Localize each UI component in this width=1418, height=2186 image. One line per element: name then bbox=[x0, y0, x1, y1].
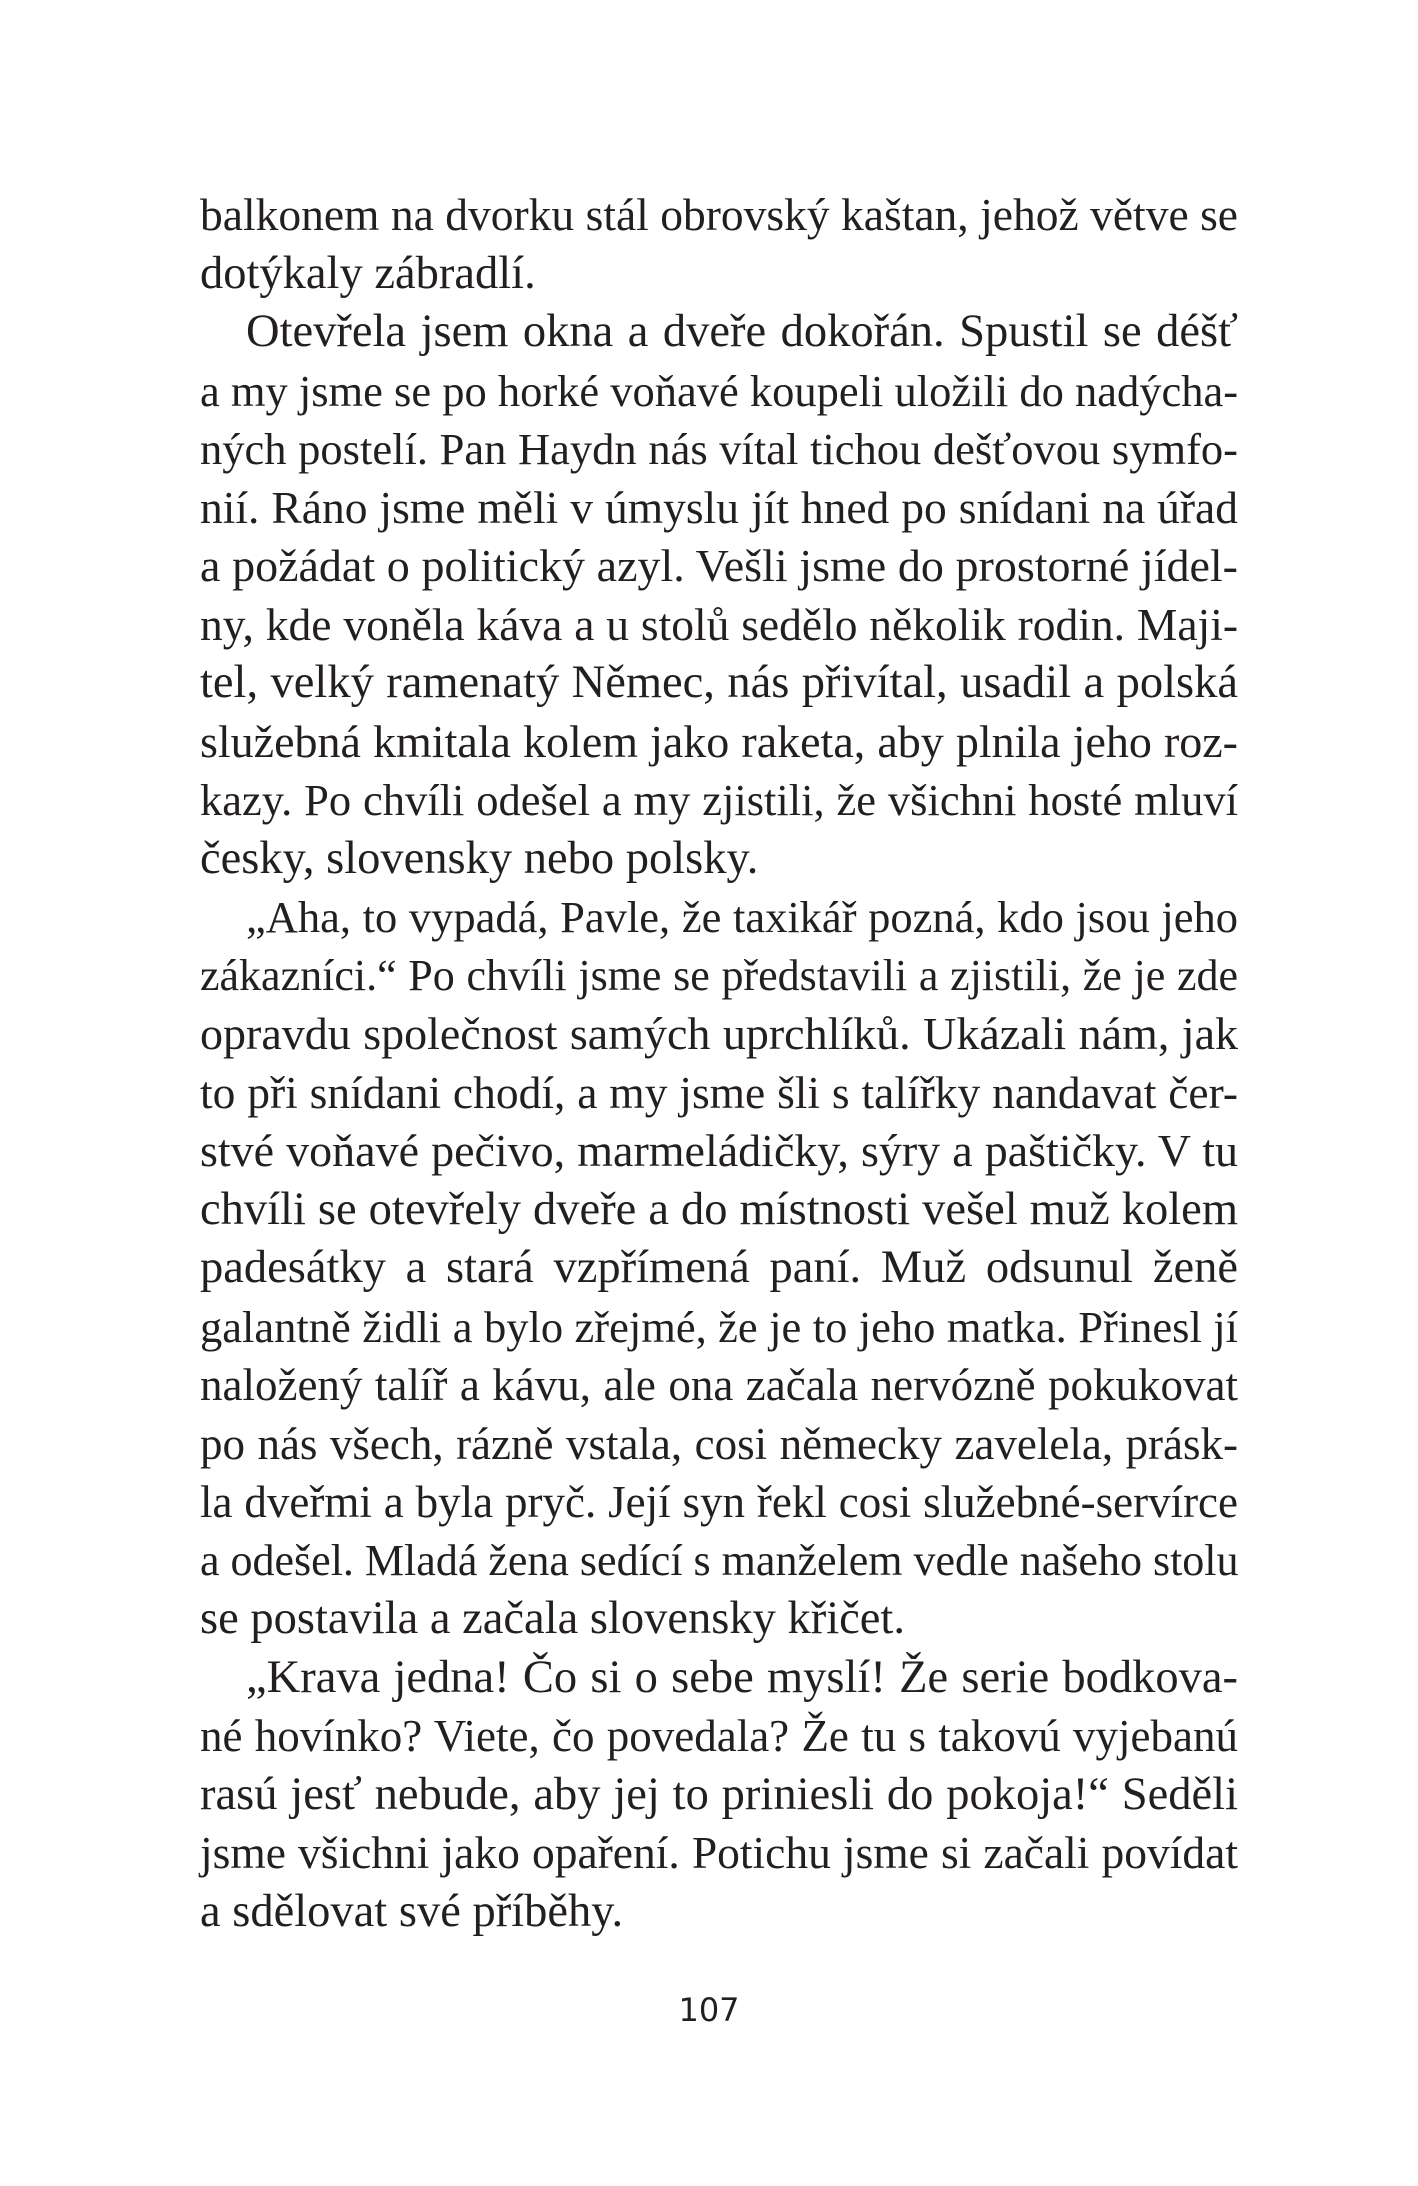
text-line: zákazníci.“ Po chvíli jsme se představili a zjistili, že je zde bbox=[200, 950, 1238, 1000]
text-line: stvé voňavé pečivo, marmeládičky, sýry a paštičky. V tu bbox=[200, 1125, 1238, 1176]
text-line: a odešel. Mladá žena sedící s manželem vedle našeho stolu bbox=[200, 1535, 1239, 1585]
text-line: la dveřmi a byla pryč. Její syn řekl cosi služebné-servírce bbox=[200, 1477, 1238, 1527]
text-line: padesátky a stará vzpřímená paní. Muž odsunul ženě bbox=[200, 1242, 1238, 1293]
text-line: balkonem na dvorku stál obrovský kaštan, jehož větve se bbox=[200, 189, 1238, 240]
text-line: to při snídani chodí, a my jsme šli s talířky nandavat čer- bbox=[200, 1066, 1238, 1118]
text-line: opravdu společnost samých uprchlíků. Ukázali nám, jak bbox=[200, 1008, 1238, 1059]
text-line: služebná kmitala kolem jako raketa, aby plnila jeho roz- bbox=[200, 715, 1238, 767]
text-line: naložený talíř a kávu, ale ona začala nervózně pokukovat bbox=[200, 1360, 1238, 1410]
text-line: kazy. Po chvíli odešel a my zjistili, že všichni hosté mluví bbox=[200, 775, 1238, 825]
text-line: a sdělovat své příběhy. bbox=[200, 1885, 624, 1937]
text-line: ny, kde voněla káva a u stolů sedělo několik rodin. Maji- bbox=[200, 598, 1238, 650]
text-line: „Krava jedna! Čo si o sebe myslí! Že serie bodkova- bbox=[246, 1651, 1238, 1703]
page-number: 107 bbox=[678, 1991, 740, 2029]
text-line: po nás všech, rázně vstala, cosi německy zavelela, prásk- bbox=[200, 1418, 1238, 1469]
text-line: ných postelí. Pan Haydn nás vítal tichou dešťovou symfo- bbox=[200, 424, 1238, 474]
body-text bbox=[200, 186, 1238, 1941]
text-line: rasú jesť nebude, aby jej to priniesli do pokoja!“ Seděli bbox=[200, 1768, 1238, 1820]
text-line: jsme všichni jako opaření. Potichu jsme si začali povídat bbox=[200, 1827, 1238, 1878]
text-line: a my jsme se po horké voňavé koupeli uložili do nadýcha- bbox=[200, 365, 1239, 416]
text-line: né hovínko? Viete, čo povedala? Že tu s takovú vyjebanú bbox=[200, 1711, 1238, 1761]
text-line: „Aha, to vypadá, Pavle, že taxikář pozná, kdo jsou jeho bbox=[246, 892, 1238, 942]
text-line: Otevřela jsem okna a dveře dokořán. Spustil se déšť bbox=[246, 306, 1238, 357]
text-line: chvíli se otevřely dveře a do místnosti vešel muž kolem bbox=[200, 1183, 1238, 1235]
text-line: nií. Ráno jsme měli v úmyslu jít hned po snídani na úřad bbox=[200, 481, 1238, 533]
text-line: galantně židli a bylo zřejmé, že je to jeho matka. Přinesl jí bbox=[200, 1301, 1238, 1352]
text-line: tel, velký ramenatý Němec, nás přivítal, usadil a polská bbox=[200, 657, 1238, 708]
text-line: se postavila a začala slovensky křičet. bbox=[200, 1593, 905, 1644]
text-line: česky, slovensky nebo polsky. bbox=[200, 832, 759, 884]
text-line: dotýkaly zábradlí. bbox=[200, 247, 536, 299]
text-line: a požádat o politický azyl. Vešli jsme do prostorné jídel- bbox=[200, 540, 1238, 591]
